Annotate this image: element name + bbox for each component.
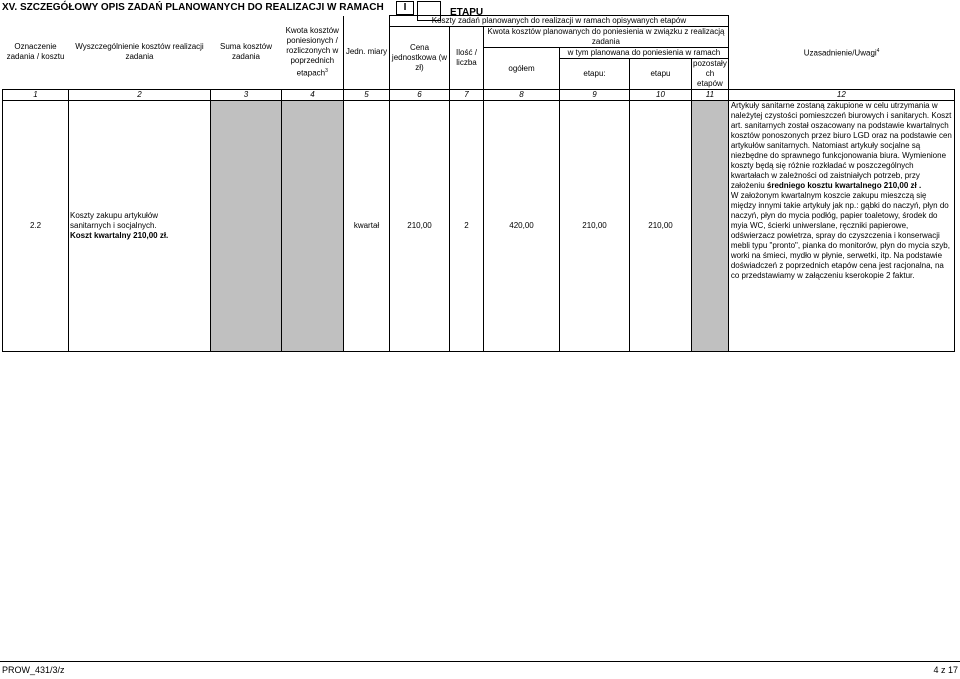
header-col4-footnote: 3 (325, 67, 328, 74)
column-number: 1 (3, 90, 69, 101)
header-group-sub: w tym planowana do poniesienia w ramach (567, 48, 721, 57)
header-col6: Cena jednostkowa (w zł) (391, 43, 448, 72)
header-col3: Suma kosztów zadania (219, 42, 273, 62)
header-col12-footnote: 4 (876, 47, 880, 54)
column-number: 12 (728, 90, 954, 101)
row-name-line1: Koszty zakupu artykułów (70, 211, 159, 220)
column-number: 7 (450, 90, 484, 101)
footer-divider (0, 661, 960, 662)
row-id[interactable]: 2.2 (3, 101, 69, 352)
cost-table (2, 15, 955, 352)
header-col7: Ilość / liczba (456, 48, 477, 67)
row-total[interactable]: 420,00 (484, 101, 560, 352)
column-number: 11 (692, 90, 729, 101)
header-col5: Jedn. miary (345, 47, 388, 57)
remark-text-2: W założonym kwartalnym koszcie zakupu mieszczą się między innymi takie artykuły jak np.: gąbki do naczyń, płyn do naczyń, płyn do mycia podłóg, papier toaletowy, środek do myia WC, ścierki uniwerslane, ręczniki papierowe, odświerzacz powietrza, spray do czyszczenia i konserwacji mebli typu "pronto", pianka do monitorów, płyn do mycia szyb, worki na śmieci, mydło w płynie, serwetki, itp. Na podstawie doświadczeń z poprzednich etapów cena jest racjonalna, na co przedstawiamy w załączeniu kserokopie 2 faktur. (730, 191, 950, 280)
row-name-line2: sanitarnych i socjalnych. (70, 221, 157, 230)
row-total-cost (211, 101, 282, 352)
column-number: 2 (69, 90, 211, 101)
column-number: 3 (211, 90, 282, 101)
page-title: XV. SZCZEGÓŁOWY OPIS ZADAŃ PLANOWANYCH DO REALIZACJI W RAMACH (2, 2, 384, 13)
column-number: 8 (484, 90, 560, 101)
table-row (3, 101, 955, 352)
header-col11: pozostały ch etapów (693, 59, 727, 88)
row-unit-price[interactable]: 210,00 (390, 101, 450, 352)
row-remarks[interactable] (728, 101, 954, 352)
header-group-top: Koszty zadań planowanych do realizacji w ramach opisywanych etapów (431, 16, 687, 25)
column-number: 5 (344, 90, 390, 101)
stage-number-box[interactable]: I (396, 1, 414, 15)
header-col4: Kwota kosztów poniesionych / rozliczonych w poprzednich etapach (285, 25, 339, 78)
remark-text-1: Artykuły sanitarne zostaną zakupione w celu utrzymania w należytej czystości pomieszczeń biurowych i sanitarych. Koszt art. sanitarnych został oszacowany na podstawie kwartalnych kosztów ponoszonych przez biuro LGD oraz na podstawie cen artykułów sanitarnych. Natomiast artykuły socjalne są niezbędne do sprawnego funkcjonowania biura. Wymienione koszty będą się różnie rozkładać w poszczególnych kwartałach w zależności od zaistniałych potrzeb, przy założeniu (730, 101, 952, 190)
column-number: 10 (630, 90, 692, 101)
column-number: 6 (390, 90, 450, 101)
row-stage2[interactable]: 210,00 (630, 101, 692, 352)
row-unit[interactable]: kwartał (344, 101, 390, 352)
row-name[interactable] (69, 101, 211, 352)
column-number: 4 (282, 90, 344, 101)
header-col10: etapu (650, 69, 671, 78)
remark-bold: średniego kosztu kwartalnego 210,00 zł . (766, 181, 922, 190)
row-previous-costs (282, 101, 344, 352)
header-col9: etapu: (583, 69, 606, 78)
header-col8: ogółem (508, 63, 535, 73)
row-name-line3: Koszt kwartalny 210,00 zł. (70, 231, 169, 240)
form-code: PROW_431/3/z (2, 665, 65, 675)
header-col12: Uzasadnienie/Uwagi (803, 48, 877, 58)
column-number: 9 (560, 90, 630, 101)
row-quantity[interactable]: 2 (450, 101, 484, 352)
column-numbers-row (3, 90, 955, 101)
page-number: 4 z 17 (933, 665, 958, 675)
header-group-mid: Kwota kosztów planowanych do poniesienia w związku z realizacją zadania (487, 27, 725, 46)
header-col2: Wyszczególnienie kosztów realizacji zadania (75, 42, 204, 62)
header-col1: Oznaczenie zadania / kosztu (6, 42, 65, 62)
row-other-stages (692, 101, 729, 352)
row-stage1[interactable]: 210,00 (560, 101, 630, 352)
stage-label: ETAPU (450, 7, 484, 18)
